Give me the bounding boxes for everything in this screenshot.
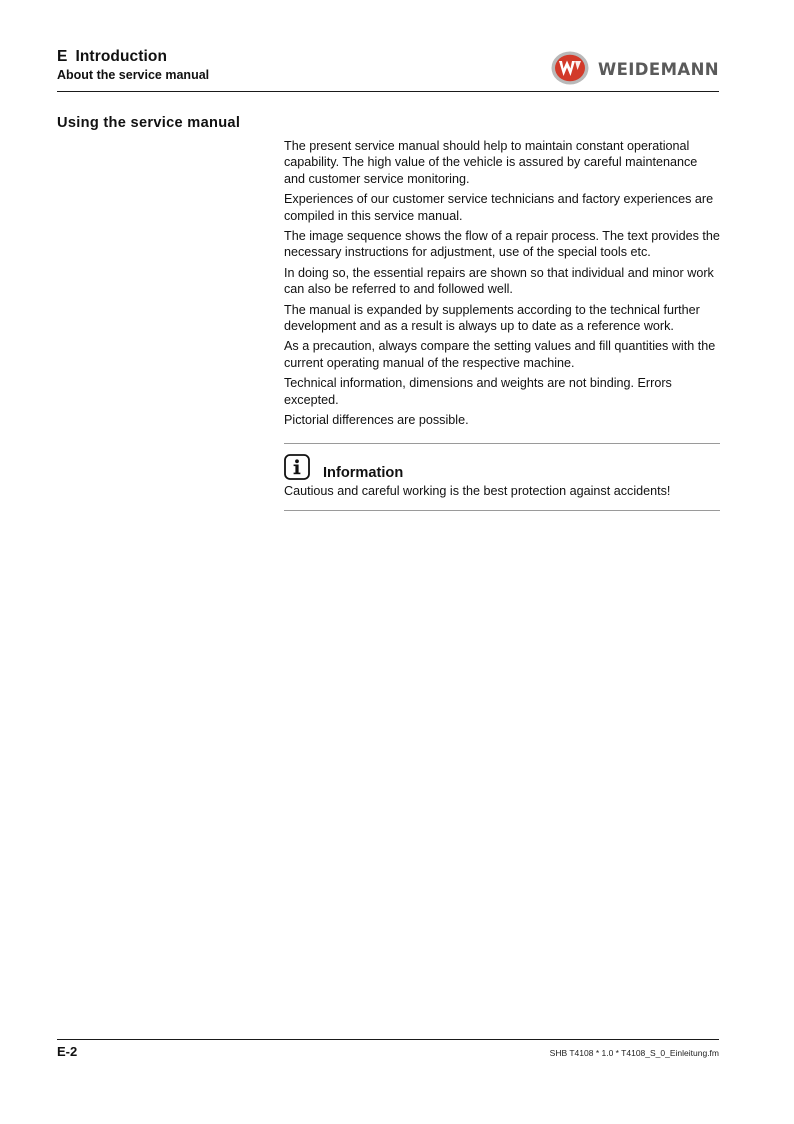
- information-text: Cautious and careful working is the best protection against accidents!: [284, 483, 671, 498]
- paragraph: The image sequence shows the flow of a repair process. The text provides the necessary instructions for adjustment, use of the special tools etc.: [284, 229, 720, 260]
- paragraph: As a precaution, always compare the setting values and fill quantities with the current operating manual of the respective machine.: [284, 339, 716, 370]
- paragraph: The present service manual should help to maintain constant operational capability. The high value of the vehicle is assured by careful maintenance and customer service monitoring.: [284, 139, 698, 186]
- content-column: [284, 138, 720, 511]
- weidemann-logo-icon: [550, 50, 590, 86]
- paragraph: Pictorial differences are possible.: [284, 413, 469, 428]
- section-title-text: Introduction: [75, 48, 168, 65]
- page-number: E-2: [57, 1044, 78, 1059]
- paragraph: Experiences of our customer service technicians and factory experiences are compiled in this service manual.: [284, 192, 714, 223]
- info-icon: [284, 454, 310, 480]
- information-header: [284, 452, 720, 482]
- section-heading: Using the service manual: [57, 115, 241, 131]
- information-box: [284, 443, 720, 511]
- section-letter: E: [57, 48, 68, 65]
- page-header: [57, 46, 719, 92]
- brand-name: WEIDEMANN: [598, 59, 719, 79]
- section-title: [57, 48, 167, 66]
- information-title: Information: [323, 464, 404, 481]
- header-divider: [57, 91, 719, 92]
- brand-logo-group: [550, 50, 719, 86]
- paragraph: Technical information, dimensions and weights are not binding. Errors excepted.: [284, 376, 672, 407]
- subsection-title: About the service manual: [57, 68, 210, 82]
- paragraph: In doing so, the essential repairs are shown so that individual and minor work can also be referred to and followed well.: [284, 265, 714, 297]
- paragraph: The manual is expanded by supplements according to the technical further development and as a result is always up to date as a reference work.: [284, 302, 700, 334]
- document-reference: SHB T4108 * 1.0 * T4108_S_0_Einleitung.fm: [549, 1048, 719, 1058]
- footer-divider: [57, 1039, 719, 1040]
